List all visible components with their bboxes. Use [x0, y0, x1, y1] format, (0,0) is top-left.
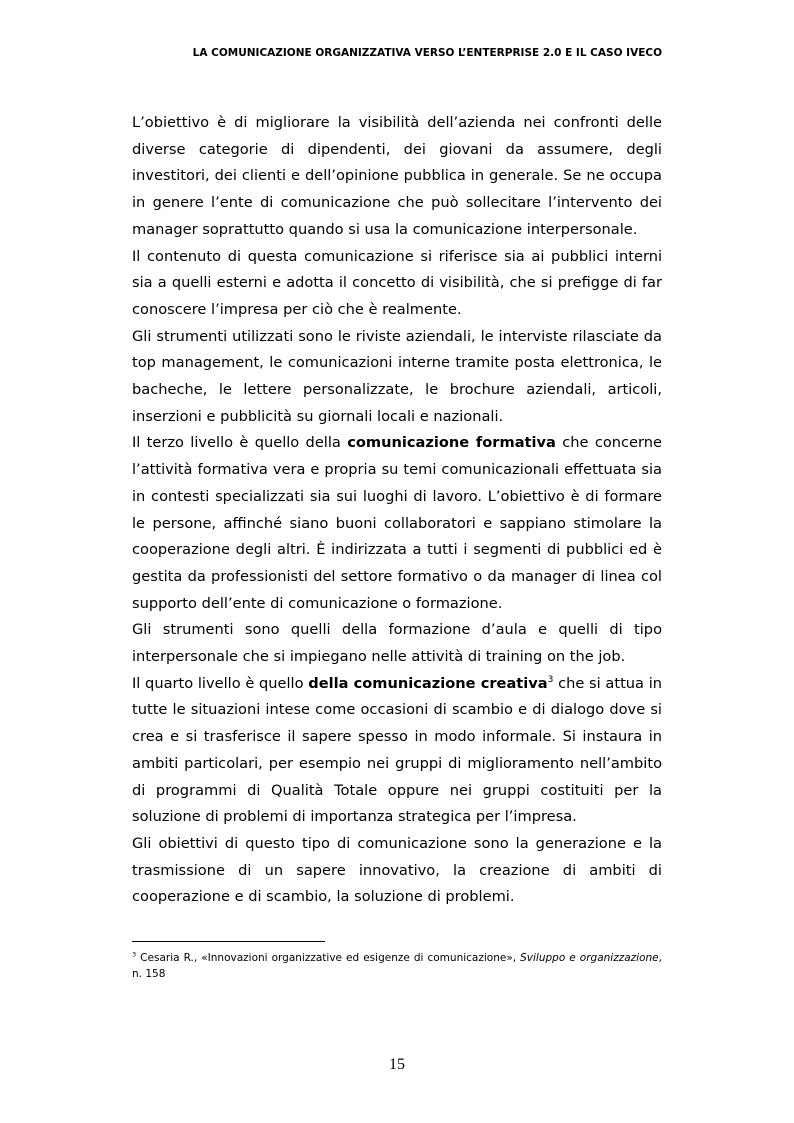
- paragraph-tools: Gli strumenti utilizzati sono le riviste aziendali, le interviste rilasciate da top management, le comunicazioni interne tramite posta elettronica, le bacheche, le lettere personalizzate, le brochure aziendali, articoli, inserzioni e pubblicità su giornali locali e nazionali.: [132, 327, 662, 425]
- footnote: [132, 950, 662, 982]
- paragraph-visibility-goal: L’obiettivo è di migliorare la visibilità dell’azienda nei confronti delle diverse categorie di dipendenti, dei giovani da assumere, degli investitori, dei clienti e dell’opinione pubblica in generale. Se ne occupa in genere l’ente di comunicazione che può sollecitare l’intervento dei manager soprattutto quando si usa la comunicazione interpersonale.: [132, 114, 662, 238]
- page-number: 15: [389, 1056, 405, 1073]
- footnote-reference[interactable]: 3: [547, 674, 554, 685]
- paragraph-training-tools: Gli strumenti sono quelli della formazione d’aula e quelli di tipo interpersonale che si impiegano nelle attività di training on the job.: [132, 621, 662, 666]
- text-run: che si attua in tutte le situazioni intese come occasioni di scambio e di dialogo dove si crea e si trasferisce il sapere spesso in modo informale. Si instaura in ambiti particolari, per esempio nei gruppi di miglioramento nell’ambito di programmi di Qualità Totale oppure nei gruppi costituiti per la soluzione di problemi di importanza strategica per l’impresa.: [132, 674, 662, 826]
- bold-term-training: comunicazione formativa: [347, 434, 556, 452]
- paragraph-content: Il contenuto di questa comunicazione si riferisce sia ai pubblici interni sia a quelli esterni e adotta il concetto di visibilità, che si prefigge di far conoscere l’impresa per ciò che è realmente.: [132, 247, 662, 318]
- footnote-text-end: , n. 158: [132, 952, 662, 980]
- footnote-separator: [132, 941, 325, 942]
- footnote-text: Cesaria R., «Innovazioni organizzative ed esigenze di comunicazione»,: [136, 952, 521, 964]
- footnote-number: 3: [132, 950, 137, 959]
- text-run: Il quarto livello è quello: [132, 674, 309, 692]
- paragraph-creative-level: [132, 671, 662, 831]
- paragraph-training-level: [132, 430, 662, 617]
- text-run: Il terzo livello è quello della: [132, 434, 348, 452]
- paragraph-creative-goals: Gli obiettivi di questo tipo di comunicazione sono la generazione e la trasmissione di un sapere innovativo, la creazione di ambiti di cooperazione e di scambio, la soluzione di problemi.: [132, 834, 662, 906]
- body-text: [132, 110, 662, 911]
- bold-term-creative: della comunicazione creativa: [308, 674, 548, 692]
- text-run: che concerne l’attività formativa vera e propria su temi comunicazionali effettuata sia in contesti specializzati sia sui luoghi di lavoro. L’obiettivo è di formare le persone, affinché siano buoni collaboratori e sappiano stimolare la cooperazione degli altri. È indirizzata a tutti i segmenti di pubblici ed è gestita da professionisti del settore formativo o da manager di linea col supporto dell’ente di comunicazione o formazione.: [132, 434, 662, 612]
- footnote-journal: Sviluppo e organizzazione: [520, 952, 659, 964]
- running-header: LA COMUNICAZIONE ORGANIZZATIVA VERSO L’ENTERPRISE 2.0 E IL CASO IVECO: [192, 47, 662, 59]
